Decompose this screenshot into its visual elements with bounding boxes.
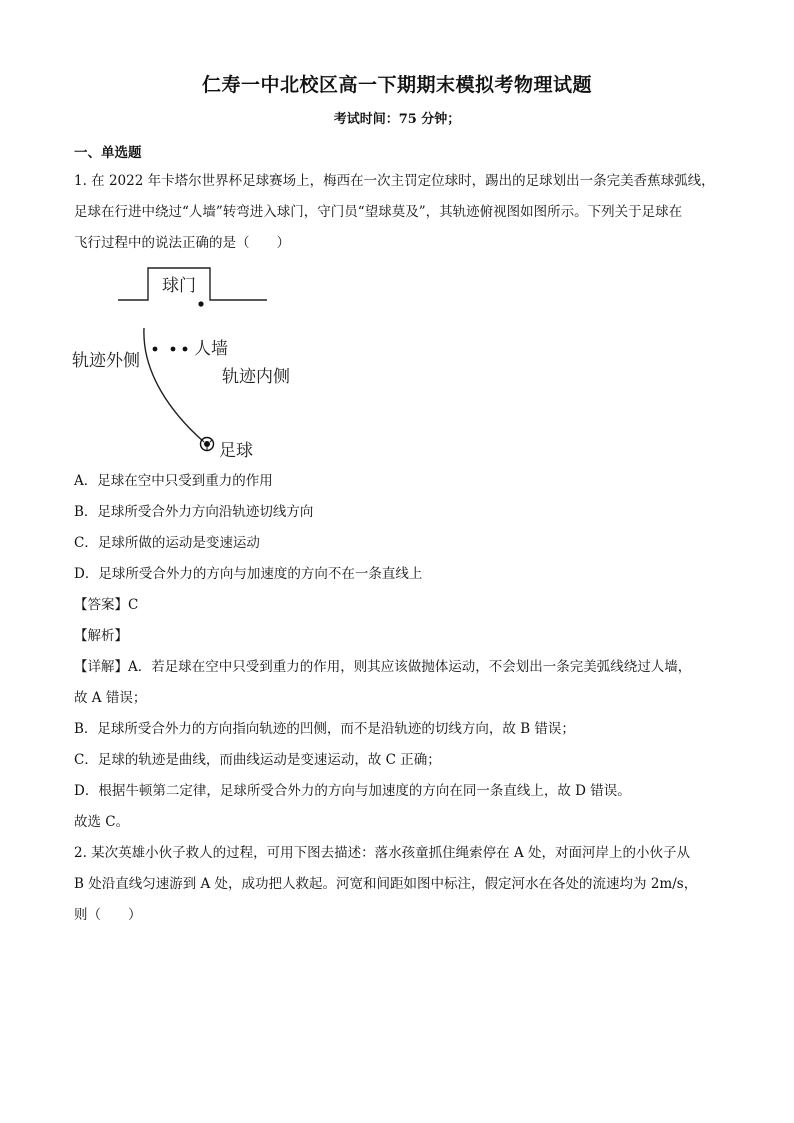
answer-line [74, 590, 734, 621]
stem-line: 1. 在 2022 年卡塔尔世界杯足球赛场上，梅西在一次主罚定位球时，踢出的足球划出一条完美香蕉球弧线， [74, 173, 715, 189]
option-d: D．足球所受合外力的方向与加速度的方向不在一条直线上 [74, 566, 423, 582]
goal-ball-dot [198, 301, 203, 306]
football-label: 足球 [219, 441, 253, 461]
answer-value: C [128, 597, 139, 613]
wall-dot [183, 347, 188, 352]
wall-label: 人墙 [194, 339, 228, 359]
analysis-label: 【解析】 [74, 628, 128, 644]
trajectory-figure [70, 262, 330, 462]
detail-line: 故 A 错误； [74, 690, 147, 706]
option-b: B．足球所受合外力方向沿轨迹切线方向 [74, 504, 314, 520]
detail-line: D．根据牛顿第二定律，足球所受合外力的方向与加速度的方向在同一条直线上，故 D 错误。 [74, 783, 631, 799]
question-2-line: B 处沿直线匀速游到 A 处，成功把人救起。河宽和间距如图中标注，假定河水在各处的流速均为 2m/s， [74, 876, 698, 892]
answer-label: 【答案】 [74, 597, 128, 613]
question-1-options [74, 466, 734, 931]
wall-dot [153, 347, 158, 352]
question-2-line: 2. 某次英雄小伙子救人的过程，可用下图去描述：落水孩童抓住绳索停在 A 处，对面河岸上的小伙子从 [74, 845, 691, 861]
question-1-stem [74, 166, 734, 259]
wall-dot [171, 347, 176, 352]
option-c: C．足球所做的运动是变速运动 [74, 535, 260, 551]
football-icon [201, 438, 214, 451]
outer-side-label: 轨迹外侧 [72, 351, 140, 371]
detail-line: 【详解】A．若足球在空中只受到重力的作用，则其应该做抛体运动，不会划出一条完美弧线绕过人墙， [74, 659, 692, 675]
detail-line: 故选 C。 [74, 814, 130, 830]
section-heading: 一、单选题 [74, 145, 142, 161]
exam-duration: 考试时间：75 分钟； [333, 112, 461, 127]
page-title: 仁寿一中北校区高一下期期末模拟考物理试题 [201, 74, 592, 96]
goal-label: 球门 [162, 276, 196, 296]
detail-line: C．足球的轨迹是曲线，而曲线运动是变速运动，故 C 正确； [74, 752, 441, 768]
question-2-line: 则（ ） [74, 907, 142, 923]
inner-side-label: 轨迹内侧 [222, 367, 290, 387]
detail-line: B．足球所受合外力的方向指向轨迹的凹侧，而不是沿轨迹的切线方向，故 B 错误； [74, 721, 575, 737]
stem-line: 飞行过程中的说法正确的是（ ） [74, 235, 290, 251]
option-a: A．足球在空中只受到重力的作用 [74, 473, 273, 489]
stem-line: 足球在行进中绕过“人墙”转弯进入球门，守门员“望球莫及”，其轨迹俯视图如图所示。下列关于足球在 [74, 204, 683, 220]
